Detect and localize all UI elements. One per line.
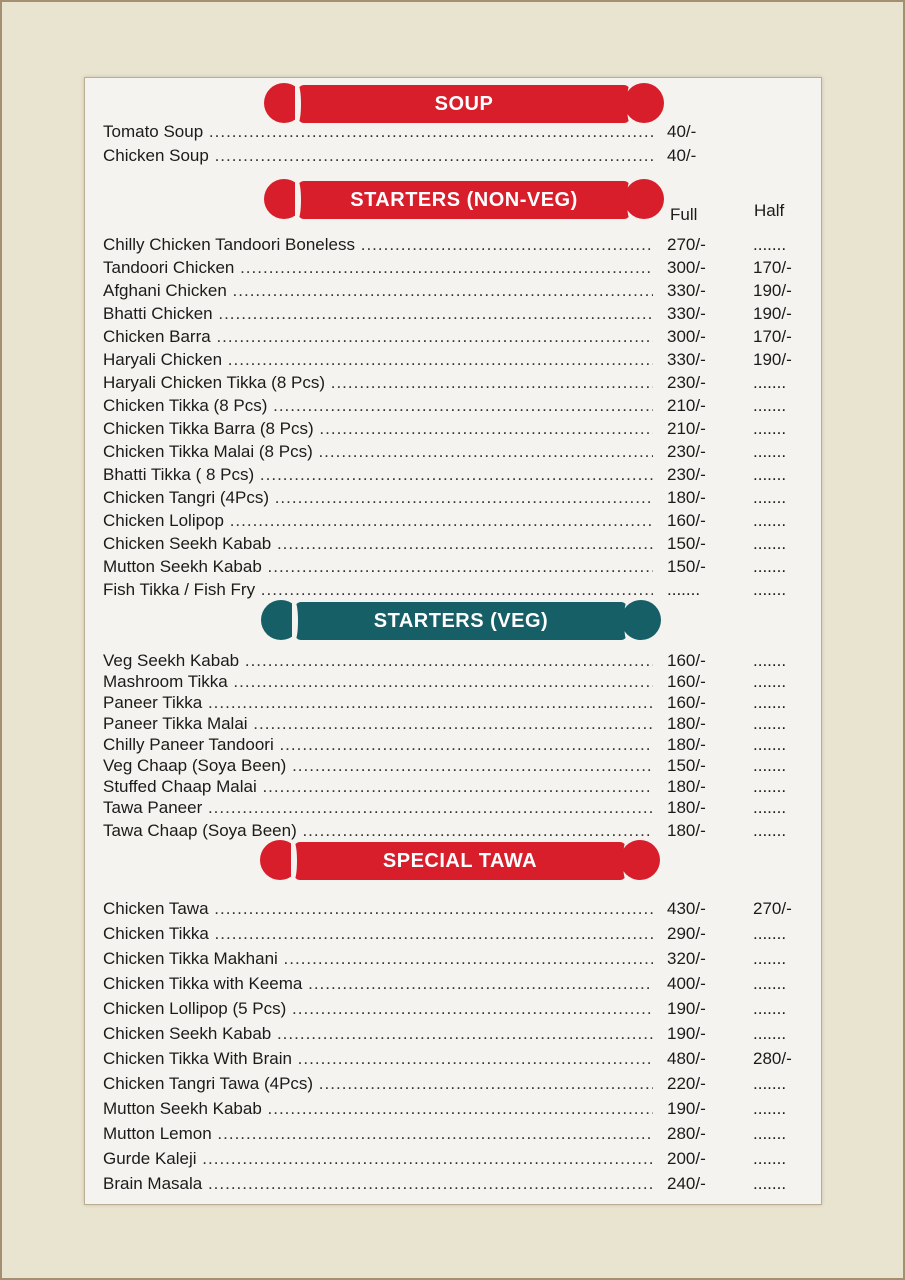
menu-item-price-half: 190/- [753, 304, 792, 323]
menu-item-name: Fish Tikka / Fish Fry ..... [103, 580, 653, 600]
menu-item-name: Chilly Chicken Tandoori Boneless ..... [103, 235, 653, 255]
menu-item-price-full: 150/- [667, 756, 706, 775]
menu-item-price-full: 330/- [667, 304, 706, 323]
menu-item-price-half: 270/- [753, 899, 792, 918]
menu-item-price-full: 160/- [667, 651, 706, 670]
menu-item-name: Chicken Soup ..... [103, 146, 653, 166]
menu-item-name: Gurde Kaleji ..... [103, 1149, 653, 1169]
menu-item-price-full: 160/- [667, 693, 706, 712]
menu-item-name: Chicken Tangri Tawa (4Pcs) ..... [103, 1074, 653, 1094]
menu-item-price-half: ....... [753, 442, 787, 461]
menu-item-price-half: 190/- [753, 350, 792, 369]
menu-item-price-full: 40/- [667, 146, 697, 165]
menu-item-row [103, 486, 803, 508]
menu-item-row [103, 649, 803, 671]
menu-item-row [103, 463, 803, 485]
menu-item-price-half: 170/- [753, 258, 792, 277]
menu-item-price-half: ....... [753, 488, 787, 507]
menu-item-row [103, 394, 803, 416]
section-title-soup: SOUP [298, 85, 630, 123]
menu-item-price-full: 300/- [667, 258, 706, 277]
menu-item-name: Tomato Soup ..... [103, 122, 653, 142]
menu-item-price-half: ....... [753, 756, 787, 775]
menu-item-row [103, 144, 803, 166]
menu-item-row [103, 440, 803, 462]
menu-item-price-half: ....... [753, 534, 787, 553]
menu-item-row [103, 256, 803, 278]
menu-item-price-half: ....... [753, 974, 787, 993]
menu-item-price-full: 160/- [667, 672, 706, 691]
menu-item-price-half: ....... [753, 373, 787, 392]
menu-item-row [103, 712, 803, 734]
menu-item-name: Chilly Paneer Tandoori ..... [103, 735, 653, 755]
banner-special-tawa [260, 838, 660, 884]
menu-item-price-full: 150/- [667, 557, 706, 576]
menu-item-price-full: 230/- [667, 442, 706, 461]
menu-item-row [103, 733, 803, 755]
menu-item-name: Stuffed Chaap Malai ..... [103, 777, 653, 797]
menu-item-row [103, 997, 803, 1019]
menu-item-price-half: ....... [753, 949, 787, 968]
menu-item-price-full: 240/- [667, 1174, 706, 1193]
menu-item-name: Chicken Seekh Kabab ..... [103, 534, 653, 554]
menu-item-name: Chicken Tawa ..... [103, 899, 653, 919]
menu-item-name: Tawa Chaap (Soya Been) ..... [103, 821, 653, 841]
menu-item-price-full: ....... [667, 580, 701, 599]
menu-item-name: Veg Chaap (Soya Been) ..... [103, 756, 653, 776]
menu-item-name: Paneer Tikka ..... [103, 693, 653, 713]
menu-item-name: Mashroom Tikka ..... [103, 672, 653, 692]
menu-item-row [103, 417, 803, 439]
menu-item-price-half: ....... [753, 1099, 787, 1118]
menu-item-name: Haryali Chicken ..... [103, 350, 653, 370]
menu-item-price-full: 280/- [667, 1124, 706, 1143]
menu-item-price-full: 430/- [667, 899, 706, 918]
menu-item-price-half: ....... [753, 693, 787, 712]
menu-item-row [103, 947, 803, 969]
banner-dot-icon [620, 840, 660, 880]
menu-item-row [103, 819, 803, 841]
menu-item-price-full: 190/- [667, 999, 706, 1018]
menu-item-name: Haryali Chicken Tikka (8 Pcs) ..... [103, 373, 653, 393]
menu-item-row [103, 371, 803, 393]
menu-item-name: Chicken Tikka Barra (8 Pcs) ..... [103, 419, 653, 439]
menu-item-row [103, 1097, 803, 1119]
menu-item-name: Chicken Barra ..... [103, 327, 653, 347]
menu-item-row [103, 796, 803, 818]
menu-item-price-full: 190/- [667, 1099, 706, 1118]
menu-item-price-full: 40/- [667, 122, 697, 141]
menu-item-price-full: 270/- [667, 235, 706, 254]
menu-item-name: Veg Seekh Kabab ..... [103, 651, 653, 671]
menu-item-price-half: 190/- [753, 281, 792, 300]
menu-item-price-full: 220/- [667, 1074, 706, 1093]
menu-item-price-full: 160/- [667, 511, 706, 530]
menu-item-price-half: ....... [753, 580, 787, 599]
menu-item-price-full: 210/- [667, 419, 706, 438]
menu-item-name: Bhatti Tikka ( 8 Pcs) ..... [103, 465, 653, 485]
menu-item-name: Chicken Tikka with Keema ..... [103, 974, 653, 994]
menu-item-row [103, 754, 803, 776]
menu-item-name: Chicken Tikka Makhani ..... [103, 949, 653, 969]
menu-item-name: Afghani Chicken ..... [103, 281, 653, 301]
menu-item-price-half: ....... [753, 511, 787, 530]
menu-item-price-full: 180/- [667, 798, 706, 817]
column-header-half: Half [754, 201, 785, 220]
section-title-special-tawa: SPECIAL TAWA [294, 842, 626, 880]
menu-item-name: Bhatti Chicken ..... [103, 304, 653, 324]
menu-item-row [103, 691, 803, 713]
menu-item-price-full: 300/- [667, 327, 706, 346]
menu-item-price-half: ....... [753, 465, 787, 484]
menu-item-row [103, 972, 803, 994]
banner-starters-nonveg [264, 177, 664, 223]
menu-item-price-full: 180/- [667, 777, 706, 796]
menu-item-name: Paneer Tikka Malai ..... [103, 714, 653, 734]
menu-item-name: Chicken Lollipop (5 Pcs) ..... [103, 999, 653, 1019]
menu-item-name: Tawa Paneer ..... [103, 798, 653, 818]
menu-item-price-half: 170/- [753, 327, 792, 346]
menu-item-price-half: ....... [753, 1024, 787, 1043]
menu-item-row [103, 670, 803, 692]
banner-starters-veg [261, 598, 661, 644]
menu-item-row [103, 897, 803, 919]
menu-item-name: Chicken Tangri (4Pcs) ..... [103, 488, 653, 508]
menu-item-row [103, 555, 803, 577]
menu-item-row [103, 1072, 803, 1094]
banner-dot-icon [624, 179, 664, 219]
menu-item-name: Mutton Seekh Kabab ..... [103, 1099, 653, 1119]
menu-item-name: Chicken Tikka (8 Pcs) ..... [103, 396, 653, 416]
menu-item-price-half: ....... [753, 714, 787, 733]
banner-dot-icon [624, 83, 664, 123]
menu-item-price-half: ....... [753, 1149, 787, 1168]
menu-item-row [103, 1122, 803, 1144]
menu-item-price-half: ....... [753, 557, 787, 576]
menu-item-price-full: 180/- [667, 488, 706, 507]
menu-item-price-half: ....... [753, 777, 787, 796]
menu-item-row [103, 1022, 803, 1044]
menu-item-price-half: ....... [753, 1124, 787, 1143]
menu-item-row [103, 532, 803, 554]
menu-item-price-half: ....... [753, 419, 787, 438]
menu-item-price-half: ....... [753, 821, 787, 840]
menu-item-row [103, 922, 803, 944]
menu-item-price-half: ....... [753, 1074, 787, 1093]
section-title-starters-nonveg: STARTERS (NON-VEG) [298, 181, 630, 219]
menu-item-price-half: ....... [753, 235, 787, 254]
menu-item-price-full: 180/- [667, 714, 706, 733]
menu-item-price-full: 150/- [667, 534, 706, 553]
column-header-full: Full [670, 205, 698, 224]
menu-item-row [103, 1047, 803, 1069]
menu-item-price-half: ....... [753, 651, 787, 670]
menu-item-price-full: 290/- [667, 924, 706, 943]
menu-item-price-full: 210/- [667, 396, 706, 415]
menu-item-price-half: ....... [753, 672, 787, 691]
menu-item-row [103, 1147, 803, 1169]
menu-item-price-full: 200/- [667, 1149, 706, 1168]
menu-item-price-full: 180/- [667, 735, 706, 754]
menu-item-row [103, 120, 803, 142]
menu-item-price-full: 190/- [667, 1024, 706, 1043]
menu-item-row [103, 578, 803, 600]
menu-item-price-full: 480/- [667, 1049, 706, 1068]
menu-item-price-full: 230/- [667, 373, 706, 392]
menu-item-price-half: ....... [753, 924, 787, 943]
menu-item-price-half: ....... [753, 735, 787, 754]
menu-item-name: Chicken Seekh Kabab ..... [103, 1024, 653, 1044]
menu-item-price-half: ....... [753, 798, 787, 817]
menu-item-row [103, 279, 803, 301]
menu-item-name: Chicken Tikka Malai (8 Pcs) ..... [103, 442, 653, 462]
menu-item-price-full: 180/- [667, 821, 706, 840]
menu-item-name: Brain Masala ..... [103, 1174, 653, 1194]
menu-item-price-half: ....... [753, 999, 787, 1018]
menu-item-price-half: ....... [753, 396, 787, 415]
menu-item-name: Tandoori Chicken ..... [103, 258, 653, 278]
banner-dot-icon [621, 600, 661, 640]
menu-item-price-half: ....... [753, 1174, 787, 1193]
menu-item-price-full: 330/- [667, 350, 706, 369]
menu-item-name: Mutton Lemon ..... [103, 1124, 653, 1144]
menu-item-price-full: 320/- [667, 949, 706, 968]
menu-item-name: Chicken Tikka ..... [103, 924, 653, 944]
menu-item-name: Mutton Seekh Kabab ..... [103, 557, 653, 577]
section-title-starters-veg: STARTERS (VEG) [295, 602, 627, 640]
menu-item-row [103, 1172, 803, 1194]
menu-item-row [103, 775, 803, 797]
menu-item-row [103, 325, 803, 347]
menu-item-row [103, 233, 803, 255]
menu-item-name: Chicken Tikka With Brain ..... [103, 1049, 653, 1069]
menu-item-row [103, 348, 803, 370]
menu-item-row [103, 509, 803, 531]
menu-item-price-full: 230/- [667, 465, 706, 484]
menu-item-price-full: 400/- [667, 974, 706, 993]
menu-item-price-half: 280/- [753, 1049, 792, 1068]
menu-item-row [103, 302, 803, 324]
menu-item-name: Chicken Lolipop ..... [103, 511, 653, 531]
menu-item-price-full: 330/- [667, 281, 706, 300]
